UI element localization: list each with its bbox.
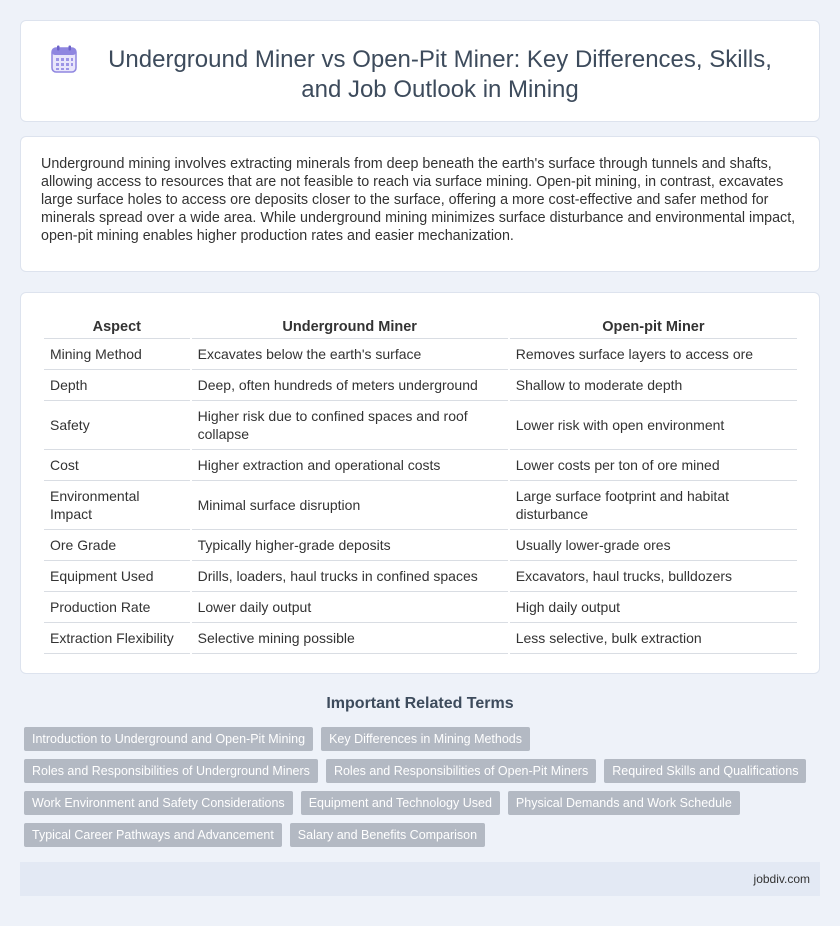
column-header-open-pit: Open-pit Miner <box>510 315 797 339</box>
related-term-tag[interactable]: Work Environment and Safety Considerations <box>24 791 293 815</box>
aspect-cell: Safety <box>44 401 190 450</box>
open-pit-cell: High daily output <box>510 592 797 623</box>
open-pit-cell: Large surface footprint and habitat disturbance <box>510 481 797 530</box>
header-card <box>20 20 820 122</box>
aspect-cell: Production Rate <box>44 592 190 623</box>
related-term-tag[interactable]: Physical Demands and Work Schedule <box>508 791 740 815</box>
comparison-table-card <box>20 292 820 674</box>
underground-cell: Higher extraction and operational costs <box>192 450 508 481</box>
aspect-cell: Ore Grade <box>44 530 190 561</box>
related-term-tag[interactable]: Introduction to Underground and Open-Pit Mining <box>24 727 313 751</box>
aspect-cell: Cost <box>44 450 190 481</box>
table-row <box>44 401 797 450</box>
open-pit-cell: Shallow to moderate depth <box>510 370 797 401</box>
underground-cell: Excavates below the earth's surface <box>192 339 508 370</box>
comparison-table <box>42 315 799 654</box>
footer-site-link[interactable]: jobdiv.com <box>753 872 810 886</box>
footer-bar <box>20 862 820 896</box>
underground-cell: Drills, loaders, haul trucks in confined spaces <box>192 561 508 592</box>
table-row <box>44 561 797 592</box>
table-header-row <box>44 315 797 339</box>
table-row <box>44 530 797 561</box>
aspect-cell: Extraction Flexibility <box>44 623 190 654</box>
table-row <box>44 623 797 654</box>
open-pit-cell: Removes surface layers to access ore <box>510 339 797 370</box>
column-header-aspect: Aspect <box>44 315 190 339</box>
underground-cell: Lower daily output <box>192 592 508 623</box>
underground-cell: Selective mining possible <box>192 623 508 654</box>
underground-cell: Typically higher-grade deposits <box>192 530 508 561</box>
related-terms-heading: Important Related Terms <box>326 695 514 712</box>
related-term-tag[interactable]: Salary and Benefits Comparison <box>290 823 485 847</box>
related-term-tag[interactable]: Key Differences in Mining Methods <box>321 727 530 751</box>
related-term-tag[interactable]: Typical Career Pathways and Advancement <box>24 823 282 847</box>
aspect-cell: Environmental Impact <box>44 481 190 530</box>
open-pit-cell: Lower risk with open environment <box>510 401 797 450</box>
aspect-cell: Mining Method <box>44 339 190 370</box>
table-row <box>44 370 797 401</box>
page-title: Underground Miner vs Open-Pit Miner: Key Differences, Skills, and Job Outlook in Mining <box>108 46 772 103</box>
underground-cell: Deep, often hundreds of meters underground <box>192 370 508 401</box>
table-row <box>44 339 797 370</box>
table-row <box>44 592 797 623</box>
open-pit-cell: Usually lower-grade ores <box>510 530 797 561</box>
calendar-icon <box>51 45 77 73</box>
table-row <box>44 450 797 481</box>
related-terms-list <box>24 727 814 847</box>
related-term-tag[interactable]: Required Skills and Qualifications <box>604 759 806 783</box>
column-header-underground: Underground Miner <box>192 315 508 339</box>
aspect-cell: Depth <box>44 370 190 401</box>
underground-cell: Higher risk due to confined spaces and roof collapse <box>192 401 508 450</box>
table-row <box>44 481 797 530</box>
related-term-tag[interactable]: Roles and Responsibilities of Underground Miners <box>24 759 318 783</box>
open-pit-cell: Lower costs per ton of ore mined <box>510 450 797 481</box>
underground-cell: Minimal surface disruption <box>192 481 508 530</box>
open-pit-cell: Less selective, bulk extraction <box>510 623 797 654</box>
intro-card <box>20 136 820 272</box>
intro-paragraph: Underground mining involves extracting minerals from deep beneath the earth's surface through tunnels and shafts, allowing access to resources that are not feasible to reach via surface mining. Open-pit mining, in contrast, excavates large surface holes to access ore deposits closer to the surface, offering a more cost-effective and safer method for minerals spread over a wide area. While underground mining minimizes surface disturbance and environmental impact, open-pit mining enables higher production rates and easier mechanization. <box>41 156 796 244</box>
aspect-cell: Equipment Used <box>44 561 190 592</box>
open-pit-cell: Excavators, haul trucks, bulldozers <box>510 561 797 592</box>
related-term-tag[interactable]: Roles and Responsibilities of Open-Pit Miners <box>326 759 596 783</box>
related-term-tag[interactable]: Equipment and Technology Used <box>301 791 500 815</box>
